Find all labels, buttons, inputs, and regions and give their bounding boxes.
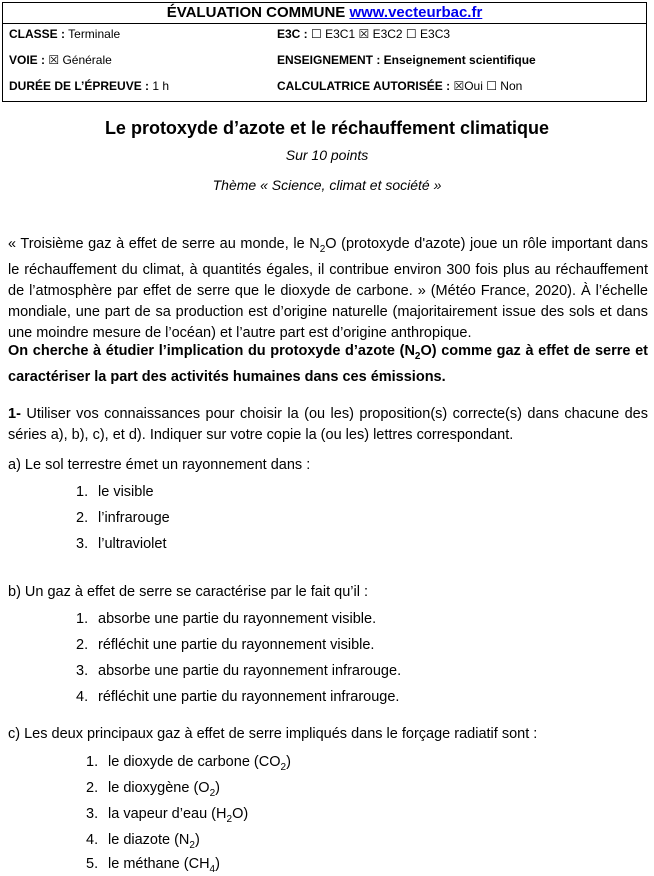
points-subtitle: Sur 10 points	[285, 147, 369, 163]
aim-paragraph: On cherche à étudier l’implication du protoxyde d’azote $(N_2O)$ comme gaz à effet de serre et caractériser la part des activités humaines dans ces émissions.	[8, 343, 648, 385]
e3c-value: ☐ E3C1 ☒ E3C2 ☐ E3C3	[311, 27, 451, 41]
list-item: 5. le méthane $(CH_4)$	[86, 856, 220, 875]
header-title: ÉVALUATION COMMUNE	[166, 4, 346, 21]
question-c-prompt: c) Les deux principaux gaz à effet de serre impliqués dans le forçage radiatif sont :	[8, 726, 538, 742]
list-item: 1. le visible	[76, 484, 154, 500]
list-item: 1. absorbe une partie du rayonnement visible.	[76, 611, 377, 627]
duree-label: DURÉE DE L’ÉPREUVE :	[9, 79, 150, 93]
calc-label: CALCULATRICE AUTORISÉE :	[277, 79, 451, 93]
list-item: 2. le dioxygène $(O_2)$	[86, 780, 220, 799]
exam-header	[2, 2, 647, 102]
list-item: 2. l’infrarouge	[76, 510, 170, 526]
calc-value: ☒Oui ☐ Non	[453, 79, 523, 93]
list-item: 2. réfléchit une partie du rayonnement visible.	[76, 637, 375, 653]
list-item: 1. le dioxyde de carbone $(CO_2)$	[86, 754, 291, 773]
question-1: 1- Utiliser vos connaissances pour choisir la (ou les) proposition(s) correcte(s) dans chacune des séries a), b), c), et d). Indiquer sur votre copie la (ou les) lettres correspondant.	[8, 406, 648, 443]
duree-value: 1 h	[152, 79, 170, 93]
header-row-1	[9, 24, 642, 44]
list-item: 3. la vapeur d’eau $(H_2O)$	[86, 806, 249, 825]
e3c-label: E3C :	[277, 27, 308, 41]
classe-value: Terminale	[68, 27, 121, 41]
theme-subtitle: Thème « Science, climat et société »	[212, 177, 442, 193]
header-title-row	[3, 3, 646, 24]
voie-label: VOIE :	[9, 53, 46, 67]
enseignement-label: ENSEIGNEMENT : Enseignement scientifique	[277, 53, 536, 67]
classe-label: CLASSE :	[9, 27, 66, 41]
question-a-prompt: a) Le sol terrestre émet un rayonnement dans :	[8, 457, 311, 473]
voie-value: ☒ Générale	[48, 53, 112, 67]
list-item: 4. le diazote $(N_2)$	[86, 832, 200, 851]
intro-paragraph: « Troisième gaz à effet de serre au monde, le $N_2O$ (protoxyde d'azote) joue un rôle important dans le réchauffement du climat, à quantités égales, il contribue environ 300 fois plus au réchauffement de l’atmosphère par effet de serre que le dioxyde de carbone. » (Météo France, 2020). À l’échelle mondiale, une part de sa production est d’origine naturelle (majoritairement issue des sols et dans une moindre mesure de l’océan) et l’autre part est d’origine anthropique.	[8, 236, 648, 341]
question-b-prompt: b) Un gaz à effet de serre se caractérise par le fait qu’il :	[8, 584, 368, 600]
header-row-3	[9, 76, 642, 96]
website-link[interactable]: www.vecteurbac.fr	[349, 4, 483, 21]
list-item: 3. l’ultraviolet	[76, 536, 167, 552]
list-item: 3. absorbe une partie du rayonnement infrarouge.	[76, 663, 402, 679]
page-title: Le protoxyde d’azote et le réchauffement climatique	[104, 118, 550, 138]
list-item: 4. réfléchit une partie du rayonnement infrarouge.	[76, 689, 400, 705]
header-row-2	[9, 50, 642, 70]
